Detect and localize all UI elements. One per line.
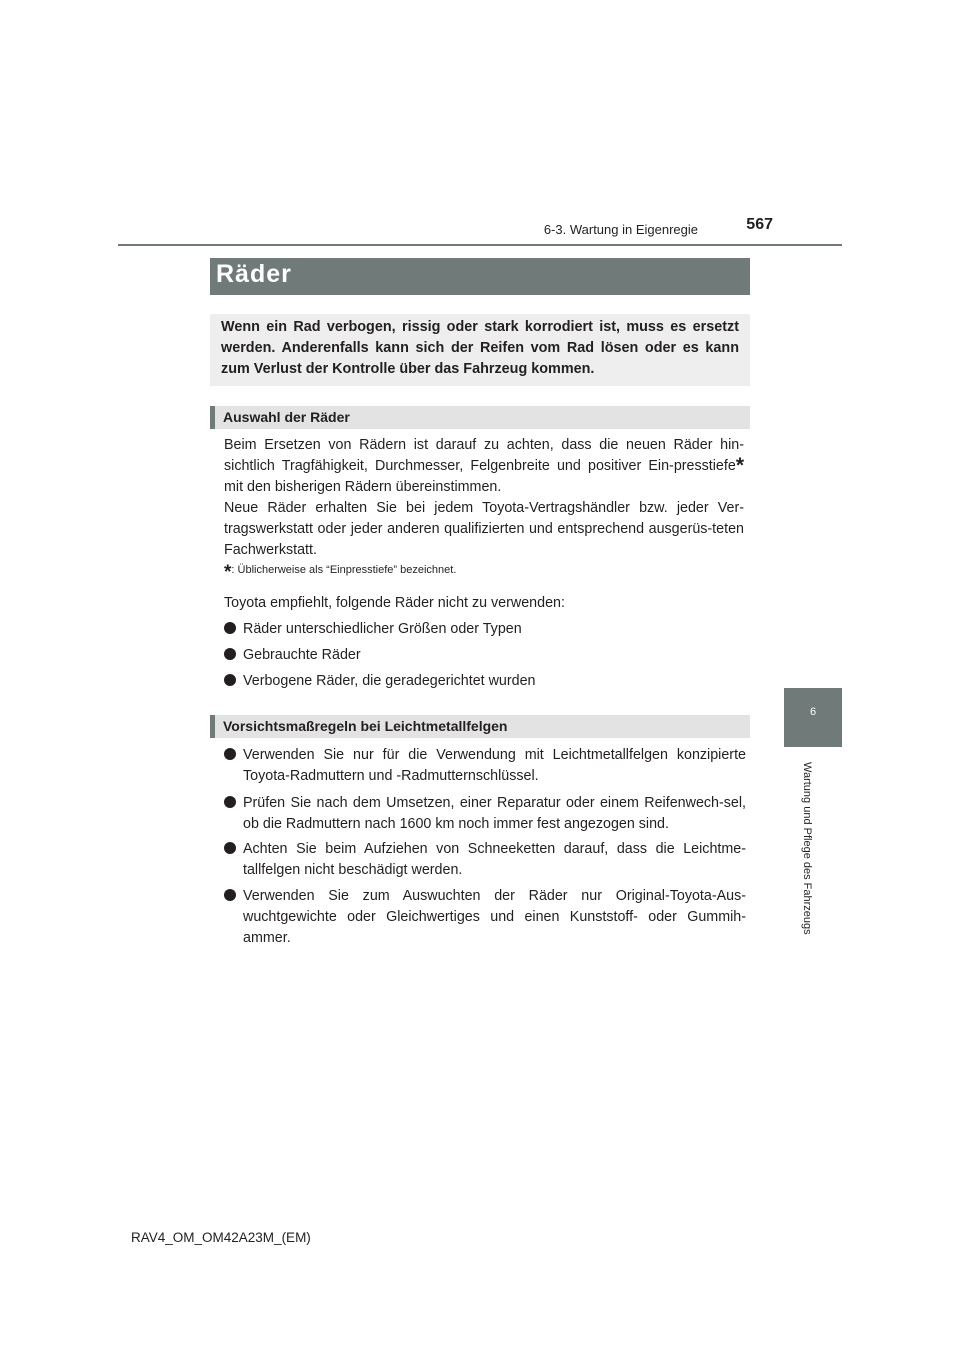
chapter-title: Wartung und Pflege des Fahrzeugs <box>801 762 813 935</box>
list-item <box>224 745 746 787</box>
bullet-icon <box>224 674 236 686</box>
bullet-icon <box>224 622 236 634</box>
footnote-marker: * <box>224 562 232 583</box>
footnote-text: : Üblicherweise als “Einpresstiefe” bezeichnet. <box>231 564 457 576</box>
header-rule <box>118 244 842 246</box>
list-item <box>224 645 746 666</box>
paragraph-text: mit den bisherigen Rädern übereinstimmen. <box>224 479 502 495</box>
list-item <box>224 793 746 835</box>
footnote-marker: * <box>735 454 744 477</box>
list-item <box>224 886 746 949</box>
bullet-icon <box>224 796 236 808</box>
list-item-text: Verwenden Sie nur für die Verwendung mit Leichtmetallfelgen konzipierte Toyota-Radmuttern und -Radmutternschlüssel. <box>243 747 746 784</box>
section-heading-accent <box>210 406 215 429</box>
list-item-text: Prüfen Sie nach dem Umsetzen, einer Reparatur oder einem Reifenwech-sel, ob die Radmuttern nach 1600 km noch immer fest angezogen sind. <box>243 795 746 832</box>
bullet-icon <box>224 648 236 660</box>
recommendation-text: Toyota empfiehlt, folgende Räder nicht zu verwenden: <box>224 595 565 611</box>
list-item-text: Verbogene Räder, die geradegerichtet wurden <box>243 673 536 689</box>
wheel-replacement-paragraph <box>224 435 744 498</box>
page-title: Räder <box>216 260 292 288</box>
section-heading-alloy-wheels: Vorsichtsmaßregeln bei Leichtmetallfelgen <box>223 718 508 734</box>
section-heading-bar <box>210 406 750 429</box>
intro-box: Wenn ein Rad verbogen, rissig oder stark korrodiert ist, muss es ersetzt werden. Anderenfalls kann sich der Reifen vom Rad lösen oder es kann zum Verlust der Kontrolle über das Fahrzeug kommen. <box>210 314 750 386</box>
section-heading-accent <box>210 715 215 738</box>
footnote <box>224 562 457 583</box>
list-item-text: Achten Sie beim Aufziehen von Schneeketten darauf, dass die Leichtme-tallfelgen nicht beschädigt werden. <box>243 841 746 878</box>
bullet-icon <box>224 889 236 901</box>
document-id-footer: RAV4_OM_OM42A23M_(EM) <box>131 1230 311 1245</box>
list-item <box>224 619 746 640</box>
paragraph-text: Beim Ersetzen von Rädern ist darauf zu achten, dass die neuen Räder hin-sichtlich Tragfähigkeit, Durchmesser, Felgenbreite und positiver Ein-presstiefe <box>224 437 744 474</box>
bullet-icon <box>224 842 236 854</box>
page-number: 567 <box>746 216 773 233</box>
section-heading-bar <box>210 715 750 738</box>
bullet-icon <box>224 748 236 760</box>
dealer-paragraph: Neue Räder erhalten Sie bei jedem Toyota-Vertragshändler bzw. jeder Ver-tragswerkstatt oder jeder anderen qualifizierten und entsprechend ausgerüs-teten Fachwerkstatt. <box>224 500 744 558</box>
list-item-text: Verwenden Sie zum Auswuchten der Räder nur Original-Toyota-Aus-wuchtgewichte oder Gleichwertiges und einen Kunststoff- oder Gummih-ammer. <box>243 888 746 946</box>
list-item <box>224 671 746 692</box>
chapter-number: 6 <box>809 706 817 718</box>
section-reference: 6-3. Wartung in Eigenregie <box>543 222 698 237</box>
list-item-text: Gebrauchte Räder <box>243 647 361 663</box>
section-heading-wheel-selection: Auswahl der Räder <box>223 409 350 425</box>
list-item <box>224 839 746 881</box>
list-item-text: Räder unterschiedlicher Größen oder Typen <box>243 621 522 637</box>
